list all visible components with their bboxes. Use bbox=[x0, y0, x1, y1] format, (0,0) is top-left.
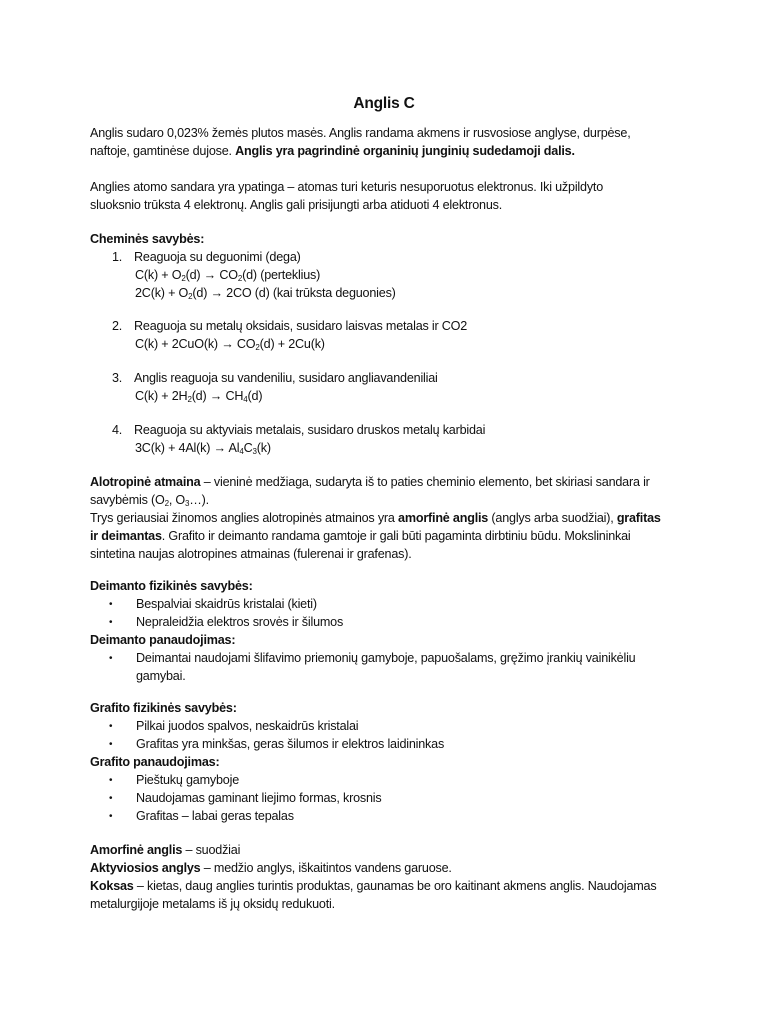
list-item-text: Naudojamas gaminant liejimo formas, krosnis bbox=[136, 791, 382, 805]
eq-part: (d) → 2CO (d) (kai trūksta deguonies) bbox=[192, 286, 396, 300]
list-item bbox=[90, 649, 690, 667]
eq-part: (d) → CH bbox=[191, 389, 244, 403]
term: grafitas bbox=[616, 511, 661, 525]
atom-line-1: Anglies atomo sandara yra ypatinga – atomas turi keturis nesuporuotus elektronus. Iki užpildyto bbox=[90, 180, 604, 194]
reaction-1 bbox=[90, 248, 690, 266]
reaction-2-title: Reaguoja su metalų oksidais, susidaro laisvas metalas ir CO2 bbox=[134, 319, 468, 333]
intro-bold-text: Anglis yra pagrindinė organinių junginių sudedamoji dalis. bbox=[235, 144, 575, 158]
eq-part: C bbox=[243, 441, 253, 455]
reaction-3 bbox=[90, 369, 690, 387]
equation-1b bbox=[90, 284, 690, 302]
text: …). bbox=[189, 493, 209, 507]
amorphous-section bbox=[90, 841, 690, 913]
reaction-4 bbox=[90, 421, 690, 439]
equation-3 bbox=[90, 387, 690, 405]
diamond-use-heading: Deimanto panaudojimas: bbox=[90, 633, 236, 647]
reaction-1-title: Reaguoja su deguonimi (dega) bbox=[134, 250, 301, 264]
bullet: • bbox=[109, 739, 113, 750]
diamond-properties-heading: Deimanto fizikinės savybės: bbox=[90, 579, 253, 593]
graphite-properties-heading: Grafito fizikinės savybės: bbox=[90, 701, 237, 715]
list-item-text: Pieštukų gamyboje bbox=[136, 773, 240, 787]
eq-part: 2C(k) + O bbox=[135, 286, 189, 300]
list-item-text: Bespalviai skaidrūs kristalai (kieti) bbox=[136, 597, 317, 611]
list-item-text: Grafitas – labai geras tepalas bbox=[136, 809, 294, 823]
reaction-3-title: Anglis reaguoja su vandeniliu, susidaro angliavandeniliai bbox=[134, 371, 438, 385]
intro-paragraph bbox=[90, 124, 690, 160]
atom-paragraph bbox=[90, 178, 690, 214]
list-item-text: Deimantai naudojami šlifavimo priemonių gamyboje, papuošalams, gręžimo įrankių vainikėliu bbox=[136, 651, 636, 665]
subscript: 2 bbox=[188, 292, 193, 301]
subscript: 2 bbox=[237, 274, 243, 283]
text: savybėmis (O bbox=[90, 493, 165, 507]
bullet: • bbox=[109, 775, 113, 786]
subscript: 3 bbox=[185, 499, 190, 508]
term: ir deimantas bbox=[90, 529, 162, 543]
text: , O bbox=[168, 493, 186, 507]
chemical-properties-section bbox=[90, 230, 690, 302]
subscript: 2 bbox=[181, 274, 186, 283]
term: Aktyviosios anglys bbox=[90, 861, 201, 875]
text: – vieninė medžiaga, sudaryta iš to paties cheminio elemento, bet skiriasi sandara ir bbox=[200, 475, 650, 489]
list-item bbox=[90, 771, 690, 789]
intro-line-1: Anglis sudaro 0,023% žemės plutos masės. Anglis randama akmens ir rusvosiose anglyse, durpėse, bbox=[90, 126, 631, 140]
atom-line-2: sluoksnio trūksta 4 elektronų. Anglis gali prisijungti arba atiduoti 4 elektronus. bbox=[90, 198, 503, 212]
list-number: 2. bbox=[112, 319, 123, 333]
graphite-section bbox=[90, 699, 690, 825]
list-item bbox=[90, 595, 690, 613]
term: amorfinė anglis bbox=[398, 511, 489, 525]
bullet: • bbox=[109, 811, 113, 822]
term: Koksas bbox=[90, 879, 134, 893]
subscript: 3 bbox=[252, 447, 257, 456]
equation-2 bbox=[90, 335, 690, 353]
page-title: Anglis C bbox=[353, 95, 415, 112]
intro-line-2 bbox=[90, 142, 690, 160]
text: – medžio anglys, iškaitintos vandens garuose. bbox=[200, 861, 452, 875]
subscript: 2 bbox=[164, 499, 169, 508]
intro-text: naftoje, gamtinėse dujose. bbox=[90, 144, 236, 158]
bullet: • bbox=[109, 599, 113, 610]
allotrope-line-5: sintetina naujas alotropines atmainas (fulerenai ir grafenas). bbox=[90, 547, 412, 561]
graphite-use-heading: Grafito panaudojimas: bbox=[90, 755, 220, 769]
eq-part: C(k) + O bbox=[135, 268, 182, 282]
equation-4 bbox=[90, 439, 690, 457]
reaction-4-title: Reaguoja su aktyviais metalais, susidaro druskos metalų karbidai bbox=[134, 423, 486, 437]
bullet: • bbox=[109, 617, 113, 628]
list-item-text: Grafitas yra minkšas, geras šilumos ir elektros laidininkas bbox=[136, 737, 445, 751]
subscript: 4 bbox=[239, 447, 244, 456]
list-item bbox=[90, 717, 690, 735]
text: . Grafito ir deimanto randama gamtoje ir gali būti pagaminta dirbtiniu būdu. Mokslininkai bbox=[161, 529, 631, 543]
allotrope-line-4 bbox=[90, 527, 690, 545]
reaction-2-block bbox=[90, 317, 690, 353]
text: (anglys arba suodžiai), bbox=[488, 511, 617, 525]
equation-1a bbox=[90, 266, 690, 284]
list-item bbox=[90, 735, 690, 753]
term: Alotropinė atmaina bbox=[90, 475, 201, 489]
eq-part: (d) bbox=[247, 389, 263, 403]
allotrope-line-3 bbox=[90, 509, 690, 527]
list-number: 1. bbox=[112, 250, 123, 264]
list-number: 4. bbox=[112, 423, 123, 437]
subscript: 4 bbox=[243, 395, 248, 404]
list-item-text: Pilkai juodos spalvos, neskaidrūs kristalai bbox=[136, 719, 359, 733]
subscript: 2 bbox=[187, 395, 192, 404]
allotrope-line-2 bbox=[90, 491, 690, 509]
eq-part: (d) + 2Cu(k) bbox=[259, 337, 325, 351]
list-number: 3. bbox=[112, 371, 123, 385]
list-item-text: Nepraleidžia elektros srovės ir šilumos bbox=[136, 615, 344, 629]
text: Trys geriausiai žinomos anglies alotropinės atmainos yra bbox=[90, 511, 399, 525]
list-item-continuation: gamybai. bbox=[136, 669, 186, 683]
reaction-3-block bbox=[90, 369, 690, 405]
allotrope-paragraph bbox=[90, 473, 690, 563]
list-item bbox=[90, 789, 690, 807]
bullet: • bbox=[109, 721, 113, 732]
text: – kietas, daug anglies turintis produktas, gaunamas be oro kaitinant akmens anglis. Naudojamas bbox=[133, 879, 657, 893]
list-item bbox=[90, 807, 690, 825]
reaction-2 bbox=[90, 317, 690, 335]
amorphous-line-3 bbox=[90, 877, 690, 895]
chemical-properties-heading: Cheminės savybės: bbox=[90, 232, 205, 246]
text: – suodžiai bbox=[182, 843, 241, 857]
amorphous-line-2 bbox=[90, 859, 690, 877]
eq-part: 3C(k) + 4Al(k) → Al bbox=[135, 441, 240, 455]
diamond-section bbox=[90, 577, 690, 685]
allotrope-line-1 bbox=[90, 473, 690, 491]
list-item bbox=[90, 613, 690, 631]
bullet: • bbox=[109, 793, 113, 804]
eq-part: C(k) + 2H bbox=[135, 389, 188, 403]
term: Amorfinė anglis bbox=[90, 843, 183, 857]
bullet: • bbox=[109, 653, 113, 664]
subscript: 2 bbox=[255, 343, 260, 352]
eq-part: C(k) + 2CuO(k) → CO bbox=[135, 337, 256, 351]
reaction-4-block bbox=[90, 421, 690, 457]
amorphous-line-1 bbox=[90, 841, 690, 859]
eq-part: (d) → CO bbox=[185, 268, 238, 282]
amorphous-line-4: metalurgijoje metalams iš jų oksidų redukuoti. bbox=[90, 897, 335, 911]
eq-part: (k) bbox=[256, 441, 271, 455]
eq-part: (d) (perteklius) bbox=[242, 268, 321, 282]
